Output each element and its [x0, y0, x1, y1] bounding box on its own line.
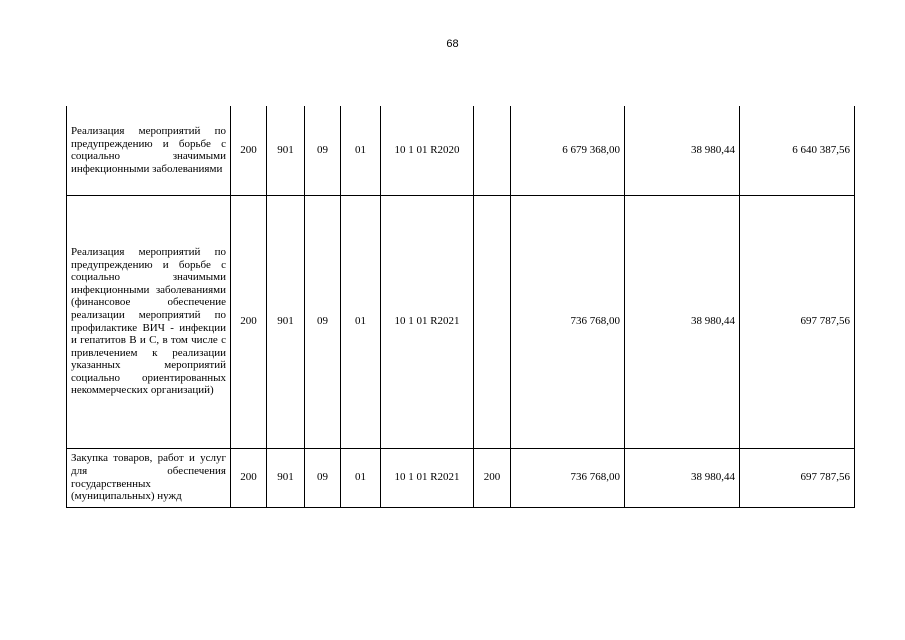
expense-type-code: [474, 106, 511, 195]
row-description: Реализация мероприятий по предупреждению и борьбе с социально значимыми инфекционными заболеваниями (финансовое обеспечение реализации мероприятий по профилактике ВИЧ - инфекции и гепатитов В и С, в том числе с привлечением к реализации указанных мероприятий социально ориентированных некоммерческих организаций): [67, 195, 231, 448]
expense-type-code: [474, 195, 511, 448]
target-article-code: 10 1 01 R2021: [381, 448, 474, 507]
amount-approved: 736 768,00: [511, 448, 625, 507]
amount-total: 697 787,56: [740, 448, 855, 507]
section-code: 09: [305, 106, 341, 195]
amount-total: 6 640 387,56: [740, 106, 855, 195]
target-article-code: 10 1 01 R2020: [381, 106, 474, 195]
table-row: [67, 106, 855, 195]
amount-change: 38 980,44: [625, 448, 740, 507]
amount-approved: 6 679 368,00: [511, 106, 625, 195]
section-code: 09: [305, 448, 341, 507]
row-description: Реализация мероприятий по предупреждению и борьбе с социально значимыми инфекционными заболеваниями: [67, 106, 231, 195]
amount-change: 38 980,44: [625, 106, 740, 195]
amount-total: 697 787,56: [740, 195, 855, 448]
table-row: [67, 448, 855, 507]
ministry-code: 901: [267, 195, 305, 448]
admin-code: 200: [231, 195, 267, 448]
ministry-code: 901: [267, 106, 305, 195]
amount-change: 38 980,44: [625, 195, 740, 448]
target-article-code: 10 1 01 R2021: [381, 195, 474, 448]
table-row: [67, 195, 855, 448]
row-description: Закупка товаров, работ и услуг для обеспечения государственных (муниципальных) нужд: [67, 448, 231, 507]
admin-code: 200: [231, 106, 267, 195]
expense-type-code: 200: [474, 448, 511, 507]
subsection-code: 01: [341, 106, 381, 195]
admin-code: 200: [231, 448, 267, 507]
page-number: 68: [446, 38, 459, 50]
ministry-code: 901: [267, 448, 305, 507]
subsection-code: 01: [341, 448, 381, 507]
subsection-code: 01: [341, 195, 381, 448]
section-code: 09: [305, 195, 341, 448]
budget-table: [66, 106, 855, 508]
amount-approved: 736 768,00: [511, 195, 625, 448]
